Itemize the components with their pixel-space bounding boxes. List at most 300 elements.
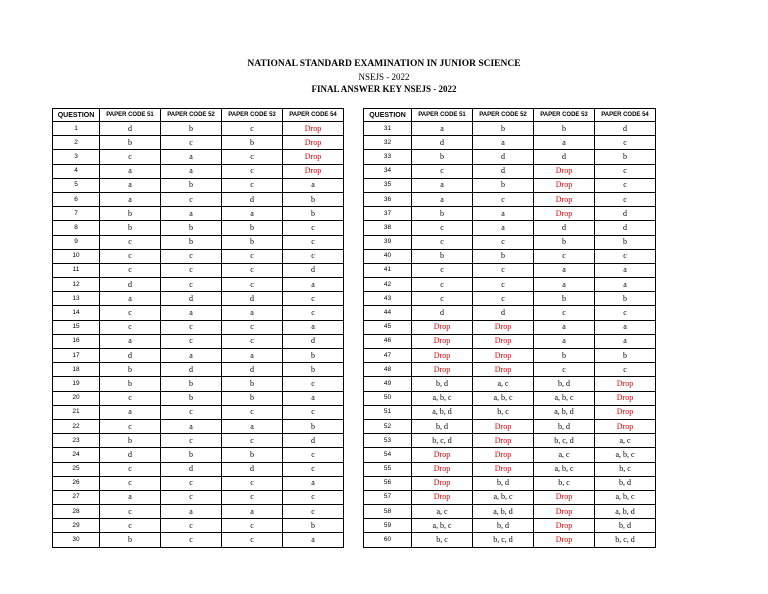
answer-cell-paper-51: c bbox=[100, 150, 161, 164]
answer-cell-paper-54: b, d bbox=[595, 476, 656, 490]
answer-cell-paper-54: b bbox=[283, 419, 344, 433]
table-row bbox=[364, 306, 656, 320]
table-row bbox=[53, 448, 344, 462]
answer-cell-paper-51: a bbox=[100, 292, 161, 306]
answer-cell-paper-54: c bbox=[283, 405, 344, 419]
answer-cell-paper-52: b bbox=[161, 235, 222, 249]
column-header-paper-53: PAPER CODE 53 bbox=[222, 109, 283, 122]
answer-cell-paper-54: c bbox=[283, 249, 344, 263]
answer-cell-paper-51: a bbox=[412, 122, 473, 136]
question-number: 18 bbox=[53, 363, 100, 377]
table-row bbox=[364, 419, 656, 433]
answer-table-left bbox=[52, 108, 344, 548]
answer-cell-paper-53: c bbox=[222, 164, 283, 178]
table-row bbox=[364, 349, 656, 363]
answer-cell-paper-54: b bbox=[283, 519, 344, 533]
question-number: 28 bbox=[53, 505, 100, 519]
answer-cell-paper-52: b bbox=[473, 122, 534, 136]
question-number: 54 bbox=[364, 448, 412, 462]
answer-cell-paper-52: a bbox=[161, 505, 222, 519]
question-number: 60 bbox=[364, 533, 412, 547]
answer-cell-paper-51: b bbox=[412, 150, 473, 164]
question-number: 40 bbox=[364, 249, 412, 263]
column-header-paper-54: PAPER CODE 54 bbox=[283, 109, 344, 122]
answer-cell-paper-53: c bbox=[222, 263, 283, 277]
table-row bbox=[364, 505, 656, 519]
answer-cell-paper-51: d bbox=[100, 349, 161, 363]
answer-cell-paper-53: c bbox=[222, 249, 283, 263]
answer-cell-paper-53: c bbox=[222, 405, 283, 419]
answer-cell-paper-52: Drop bbox=[473, 320, 534, 334]
answer-cell-paper-52: d bbox=[473, 306, 534, 320]
question-number: 43 bbox=[364, 292, 412, 306]
answer-cell-paper-52: c bbox=[161, 490, 222, 504]
answer-cell-paper-52: a bbox=[161, 306, 222, 320]
answer-cell-paper-51: b bbox=[412, 249, 473, 263]
answer-cell-paper-54: b, c bbox=[595, 462, 656, 476]
answer-cell-paper-53: c bbox=[222, 533, 283, 547]
answer-cell-paper-51: b bbox=[100, 136, 161, 150]
answer-cell-paper-52: b bbox=[161, 221, 222, 235]
question-number: 59 bbox=[364, 519, 412, 533]
answer-cell-paper-53: c bbox=[534, 249, 595, 263]
question-number: 1 bbox=[53, 122, 100, 136]
answer-cell-paper-51: c bbox=[412, 164, 473, 178]
answer-cell-paper-53: c bbox=[222, 320, 283, 334]
answer-cell-paper-51: b, d bbox=[412, 377, 473, 391]
table-header-row bbox=[53, 109, 344, 122]
table-row bbox=[53, 462, 344, 476]
answer-cell-paper-54: b bbox=[283, 207, 344, 221]
answer-cell-paper-51: c bbox=[100, 391, 161, 405]
question-number: 47 bbox=[364, 349, 412, 363]
table-row bbox=[364, 434, 656, 448]
question-number: 17 bbox=[53, 349, 100, 363]
answer-cell-paper-53: Drop bbox=[534, 192, 595, 206]
question-number: 31 bbox=[364, 122, 412, 136]
answer-cell-paper-54: d bbox=[283, 434, 344, 448]
question-number: 10 bbox=[53, 249, 100, 263]
question-number: 22 bbox=[53, 419, 100, 433]
answer-cell-paper-54: a bbox=[283, 178, 344, 192]
answer-cell-paper-54: a, b, c bbox=[595, 490, 656, 504]
answer-cell-paper-54: a bbox=[283, 320, 344, 334]
table-row bbox=[53, 263, 344, 277]
question-number: 16 bbox=[53, 334, 100, 348]
table-row bbox=[53, 505, 344, 519]
answer-cell-paper-52: c bbox=[473, 192, 534, 206]
question-number: 9 bbox=[53, 235, 100, 249]
answer-cell-paper-51: a bbox=[412, 178, 473, 192]
answer-cell-paper-53: d bbox=[534, 221, 595, 235]
answer-cell-paper-52: c bbox=[161, 405, 222, 419]
answer-cell-paper-53: b, d bbox=[534, 419, 595, 433]
column-header-paper-51: PAPER CODE 51 bbox=[100, 109, 161, 122]
answer-cell-paper-52: Drop bbox=[473, 462, 534, 476]
question-number: 12 bbox=[53, 278, 100, 292]
answer-cell-paper-54: a, b, d bbox=[595, 505, 656, 519]
answer-cell-paper-54: c bbox=[283, 448, 344, 462]
answer-cell-paper-54: c bbox=[595, 164, 656, 178]
answer-cell-paper-52: c bbox=[161, 263, 222, 277]
answer-cell-paper-54: Drop bbox=[595, 377, 656, 391]
answer-cell-paper-54: d bbox=[595, 221, 656, 235]
table-row bbox=[53, 363, 344, 377]
answer-cell-paper-51: c bbox=[100, 263, 161, 277]
table-row bbox=[53, 476, 344, 490]
answer-cell-paper-52: c bbox=[161, 476, 222, 490]
answer-cell-paper-51: c bbox=[100, 249, 161, 263]
question-number: 50 bbox=[364, 391, 412, 405]
answer-cell-paper-51: Drop bbox=[412, 462, 473, 476]
answer-cell-paper-51: Drop bbox=[412, 476, 473, 490]
table-row bbox=[364, 533, 656, 547]
answer-cell-paper-53: c bbox=[222, 490, 283, 504]
answer-cell-paper-51: a bbox=[100, 334, 161, 348]
answer-cell-paper-54: a bbox=[283, 476, 344, 490]
answer-cell-paper-53: Drop bbox=[534, 164, 595, 178]
answer-cell-paper-54: c bbox=[595, 192, 656, 206]
answer-cell-paper-51: c bbox=[100, 505, 161, 519]
answer-cell-paper-54: a bbox=[283, 533, 344, 547]
answer-cell-paper-53: d bbox=[222, 363, 283, 377]
answer-cell-paper-51: a, b, c bbox=[412, 519, 473, 533]
answer-cell-paper-52: b, d bbox=[473, 519, 534, 533]
table-row bbox=[53, 192, 344, 206]
answer-cell-paper-52: b bbox=[473, 249, 534, 263]
answer-cell-paper-54: b, c, d bbox=[595, 533, 656, 547]
table-row bbox=[364, 448, 656, 462]
answer-cell-paper-54: b bbox=[595, 349, 656, 363]
question-number: 37 bbox=[364, 207, 412, 221]
answer-cell-paper-53: a bbox=[222, 505, 283, 519]
answer-cell-paper-53: b, c bbox=[534, 476, 595, 490]
table-row bbox=[364, 122, 656, 136]
answer-cell-paper-52: d bbox=[161, 363, 222, 377]
answer-cell-paper-53: a, c bbox=[534, 448, 595, 462]
answer-cell-paper-52: c bbox=[161, 434, 222, 448]
question-number: 26 bbox=[53, 476, 100, 490]
answer-cell-paper-51: a bbox=[100, 405, 161, 419]
answer-cell-paper-51: a, b, c bbox=[412, 391, 473, 405]
answer-cell-paper-54: c bbox=[283, 490, 344, 504]
answer-cell-paper-53: c bbox=[222, 334, 283, 348]
answer-cell-paper-54: Drop bbox=[283, 150, 344, 164]
answer-cell-paper-52: d bbox=[473, 150, 534, 164]
answer-cell-paper-53: b bbox=[222, 221, 283, 235]
answer-cell-paper-54: b bbox=[283, 363, 344, 377]
answer-cell-paper-51: d bbox=[100, 448, 161, 462]
answer-cell-paper-53: a bbox=[534, 136, 595, 150]
table-row bbox=[53, 207, 344, 221]
answer-cell-paper-53: d bbox=[534, 150, 595, 164]
table-row bbox=[364, 249, 656, 263]
answer-cell-paper-51: c bbox=[100, 419, 161, 433]
answer-cell-paper-51: a bbox=[100, 164, 161, 178]
answer-cell-paper-51: Drop bbox=[412, 490, 473, 504]
table-row bbox=[364, 221, 656, 235]
question-number: 24 bbox=[53, 448, 100, 462]
answer-cell-paper-53: c bbox=[222, 278, 283, 292]
question-number: 36 bbox=[364, 192, 412, 206]
answer-cell-paper-51: b bbox=[412, 207, 473, 221]
answer-cell-paper-53: b bbox=[222, 136, 283, 150]
answer-cell-paper-51: d bbox=[412, 306, 473, 320]
answer-cell-paper-53: b bbox=[534, 292, 595, 306]
answer-cell-paper-52: c bbox=[473, 235, 534, 249]
answer-cell-paper-51: Drop bbox=[412, 320, 473, 334]
answer-cell-paper-54: c bbox=[283, 306, 344, 320]
answer-cell-paper-53: d bbox=[222, 292, 283, 306]
answer-cell-paper-51: b, c bbox=[412, 533, 473, 547]
answer-cell-paper-51: c bbox=[100, 519, 161, 533]
table-row bbox=[364, 192, 656, 206]
answer-cell-paper-52: a, b, c bbox=[473, 391, 534, 405]
answer-cell-paper-53: c bbox=[534, 363, 595, 377]
question-number: 20 bbox=[53, 391, 100, 405]
table-row bbox=[364, 519, 656, 533]
answer-cell-paper-52: c bbox=[161, 334, 222, 348]
question-number: 13 bbox=[53, 292, 100, 306]
question-number: 48 bbox=[364, 363, 412, 377]
answer-cell-paper-54: c bbox=[595, 306, 656, 320]
answer-cell-paper-52: b bbox=[473, 178, 534, 192]
table-row bbox=[53, 519, 344, 533]
answer-cell-paper-54: b bbox=[283, 192, 344, 206]
answer-cell-paper-52: c bbox=[161, 249, 222, 263]
question-number: 11 bbox=[53, 263, 100, 277]
answer-cell-paper-51: c bbox=[100, 235, 161, 249]
answer-cell-paper-51: c bbox=[412, 221, 473, 235]
answer-cell-paper-54: a, c bbox=[595, 434, 656, 448]
answer-cell-paper-51: d bbox=[100, 122, 161, 136]
answer-cell-paper-54: c bbox=[283, 235, 344, 249]
answer-cell-paper-51: c bbox=[412, 292, 473, 306]
column-header-paper-51: PAPER CODE 51 bbox=[412, 109, 473, 122]
answer-cell-paper-52: a, b, c bbox=[473, 490, 534, 504]
answer-cell-paper-54: c bbox=[595, 178, 656, 192]
answer-cell-paper-52: a bbox=[161, 150, 222, 164]
answer-cell-paper-52: b, c, d bbox=[473, 533, 534, 547]
question-number: 2 bbox=[53, 136, 100, 150]
answer-cell-paper-54: a bbox=[595, 334, 656, 348]
answer-cell-paper-53: b bbox=[222, 391, 283, 405]
question-number: 38 bbox=[364, 221, 412, 235]
table-row bbox=[53, 292, 344, 306]
answer-cell-paper-53: b, c, d bbox=[534, 434, 595, 448]
column-header-paper-54: PAPER CODE 54 bbox=[595, 109, 656, 122]
table-row bbox=[53, 122, 344, 136]
answer-cell-paper-51: c bbox=[412, 278, 473, 292]
answer-cell-paper-54: c bbox=[595, 363, 656, 377]
question-number: 44 bbox=[364, 306, 412, 320]
question-number: 55 bbox=[364, 462, 412, 476]
table-row bbox=[53, 320, 344, 334]
question-number: 4 bbox=[53, 164, 100, 178]
question-number: 51 bbox=[364, 405, 412, 419]
question-number: 5 bbox=[53, 178, 100, 192]
answer-cell-paper-53: b bbox=[222, 235, 283, 249]
answer-cell-paper-52: c bbox=[161, 136, 222, 150]
answer-cell-paper-54: c bbox=[595, 249, 656, 263]
answer-cell-paper-53: a bbox=[222, 349, 283, 363]
question-number: 30 bbox=[53, 533, 100, 547]
answer-cell-paper-51: a, c bbox=[412, 505, 473, 519]
answer-cell-paper-53: Drop bbox=[534, 533, 595, 547]
answer-cell-paper-51: a bbox=[100, 178, 161, 192]
answer-cell-paper-53: b bbox=[534, 235, 595, 249]
answer-cell-paper-51: a, b, d bbox=[412, 405, 473, 419]
exam-subtitle: NSEJS - 2022 bbox=[358, 72, 410, 82]
question-number: 29 bbox=[53, 519, 100, 533]
answer-cell-paper-51: b, c, d bbox=[412, 434, 473, 448]
table-row bbox=[364, 377, 656, 391]
answer-cell-paper-54: c bbox=[283, 221, 344, 235]
answer-cell-paper-52: d bbox=[161, 292, 222, 306]
answer-cell-paper-54: Drop bbox=[595, 405, 656, 419]
answer-cell-paper-54: d bbox=[283, 334, 344, 348]
answer-cell-paper-51: c bbox=[412, 263, 473, 277]
answer-cell-paper-53: b bbox=[222, 448, 283, 462]
answer-cell-paper-51: b bbox=[100, 377, 161, 391]
answer-cell-paper-53: a bbox=[534, 320, 595, 334]
answer-cell-paper-54: b bbox=[595, 150, 656, 164]
answer-cell-paper-53: c bbox=[222, 178, 283, 192]
answer-cell-paper-51: Drop bbox=[412, 349, 473, 363]
answer-cell-paper-53: d bbox=[222, 462, 283, 476]
answer-cell-paper-51: a bbox=[100, 192, 161, 206]
question-number: 58 bbox=[364, 505, 412, 519]
answer-cell-paper-53: a, b, c bbox=[534, 462, 595, 476]
answer-cell-paper-53: Drop bbox=[534, 207, 595, 221]
answer-cell-paper-52: a bbox=[473, 136, 534, 150]
table-row bbox=[53, 221, 344, 235]
table-row bbox=[53, 419, 344, 433]
answer-cell-paper-52: b bbox=[161, 122, 222, 136]
answer-cell-paper-54: a bbox=[595, 320, 656, 334]
answer-cell-paper-54: b, d bbox=[595, 519, 656, 533]
question-number: 14 bbox=[53, 306, 100, 320]
answer-cell-paper-51: c bbox=[100, 320, 161, 334]
answer-cell-paper-52: b bbox=[161, 448, 222, 462]
answer-cell-paper-53: b bbox=[534, 122, 595, 136]
answer-cell-paper-54: a bbox=[595, 278, 656, 292]
question-number: 45 bbox=[364, 320, 412, 334]
table-row bbox=[364, 363, 656, 377]
answer-cell-paper-53: c bbox=[534, 306, 595, 320]
answer-cell-paper-52: d bbox=[473, 164, 534, 178]
answer-cell-paper-53: b bbox=[534, 349, 595, 363]
table-row bbox=[364, 462, 656, 476]
answer-cell-paper-51: d bbox=[100, 278, 161, 292]
answer-cell-paper-53: a bbox=[222, 207, 283, 221]
answer-cell-paper-54: a, b, c bbox=[595, 448, 656, 462]
answer-cell-paper-53: a, b, d bbox=[534, 405, 595, 419]
answer-cell-paper-52: b, c bbox=[473, 405, 534, 419]
question-number: 33 bbox=[364, 150, 412, 164]
answer-cell-paper-54: b bbox=[283, 349, 344, 363]
table-row bbox=[53, 377, 344, 391]
answer-cell-paper-52: a bbox=[473, 221, 534, 235]
table-row bbox=[364, 263, 656, 277]
answer-cell-paper-51: c bbox=[100, 462, 161, 476]
answer-cell-paper-53: c bbox=[222, 434, 283, 448]
table-row bbox=[53, 306, 344, 320]
answer-cell-paper-52: c bbox=[161, 192, 222, 206]
answer-cell-paper-52: Drop bbox=[473, 334, 534, 348]
answer-cell-paper-52: c bbox=[473, 292, 534, 306]
answer-cell-paper-51: c bbox=[100, 476, 161, 490]
table-row bbox=[53, 150, 344, 164]
table-row bbox=[364, 320, 656, 334]
answer-cell-paper-52: b, d bbox=[473, 476, 534, 490]
answer-cell-paper-52: a, c bbox=[473, 377, 534, 391]
answer-cell-paper-53: b, d bbox=[534, 377, 595, 391]
column-header-question: QUESTION bbox=[364, 109, 412, 122]
answer-cell-paper-52: c bbox=[161, 320, 222, 334]
answer-cell-paper-53: d bbox=[222, 192, 283, 206]
table-row bbox=[364, 292, 656, 306]
answer-cell-paper-53: b bbox=[222, 377, 283, 391]
answer-cell-paper-51: Drop bbox=[412, 334, 473, 348]
answer-cell-paper-53: c bbox=[222, 150, 283, 164]
answer-cell-paper-53: c bbox=[222, 519, 283, 533]
answer-cell-paper-54: d bbox=[595, 207, 656, 221]
answer-cell-paper-52: c bbox=[473, 263, 534, 277]
question-number: 39 bbox=[364, 235, 412, 249]
table-row bbox=[53, 533, 344, 547]
column-header-question: QUESTION bbox=[53, 109, 100, 122]
table-row bbox=[364, 164, 656, 178]
answer-cell-paper-53: a bbox=[534, 278, 595, 292]
question-number: 3 bbox=[53, 150, 100, 164]
answer-cell-paper-51: Drop bbox=[412, 363, 473, 377]
table-row bbox=[53, 278, 344, 292]
answer-cell-paper-52: Drop bbox=[473, 448, 534, 462]
question-number: 6 bbox=[53, 192, 100, 206]
question-number: 52 bbox=[364, 419, 412, 433]
question-number: 53 bbox=[364, 434, 412, 448]
answer-cell-paper-51: b bbox=[100, 221, 161, 235]
table-row bbox=[364, 405, 656, 419]
table-row bbox=[364, 334, 656, 348]
answer-cell-paper-52: Drop bbox=[473, 434, 534, 448]
table-row bbox=[53, 391, 344, 405]
answer-cell-paper-54: a bbox=[595, 263, 656, 277]
question-number: 41 bbox=[364, 263, 412, 277]
answer-cell-paper-54: b bbox=[595, 235, 656, 249]
column-header-paper-52: PAPER CODE 52 bbox=[473, 109, 534, 122]
answer-cell-paper-51: c bbox=[100, 306, 161, 320]
table-row bbox=[53, 405, 344, 419]
question-number: 35 bbox=[364, 178, 412, 192]
answer-cell-paper-51: b bbox=[100, 434, 161, 448]
question-number: 8 bbox=[53, 221, 100, 235]
document-title: NATIONAL STANDARD EXAMINATION IN JUNIOR SCIENCE bbox=[247, 59, 521, 69]
question-number: 23 bbox=[53, 434, 100, 448]
answer-cell-paper-51: a bbox=[412, 192, 473, 206]
answer-cell-paper-52: a bbox=[161, 207, 222, 221]
answer-cell-paper-54: Drop bbox=[595, 391, 656, 405]
answer-cell-paper-53: c bbox=[222, 476, 283, 490]
answer-cell-paper-54: a bbox=[283, 278, 344, 292]
table-row bbox=[53, 490, 344, 504]
table-row bbox=[53, 249, 344, 263]
answer-cell-paper-53: Drop bbox=[534, 519, 595, 533]
table-row bbox=[364, 150, 656, 164]
answer-cell-paper-52: b bbox=[161, 391, 222, 405]
answer-cell-paper-53: Drop bbox=[534, 505, 595, 519]
